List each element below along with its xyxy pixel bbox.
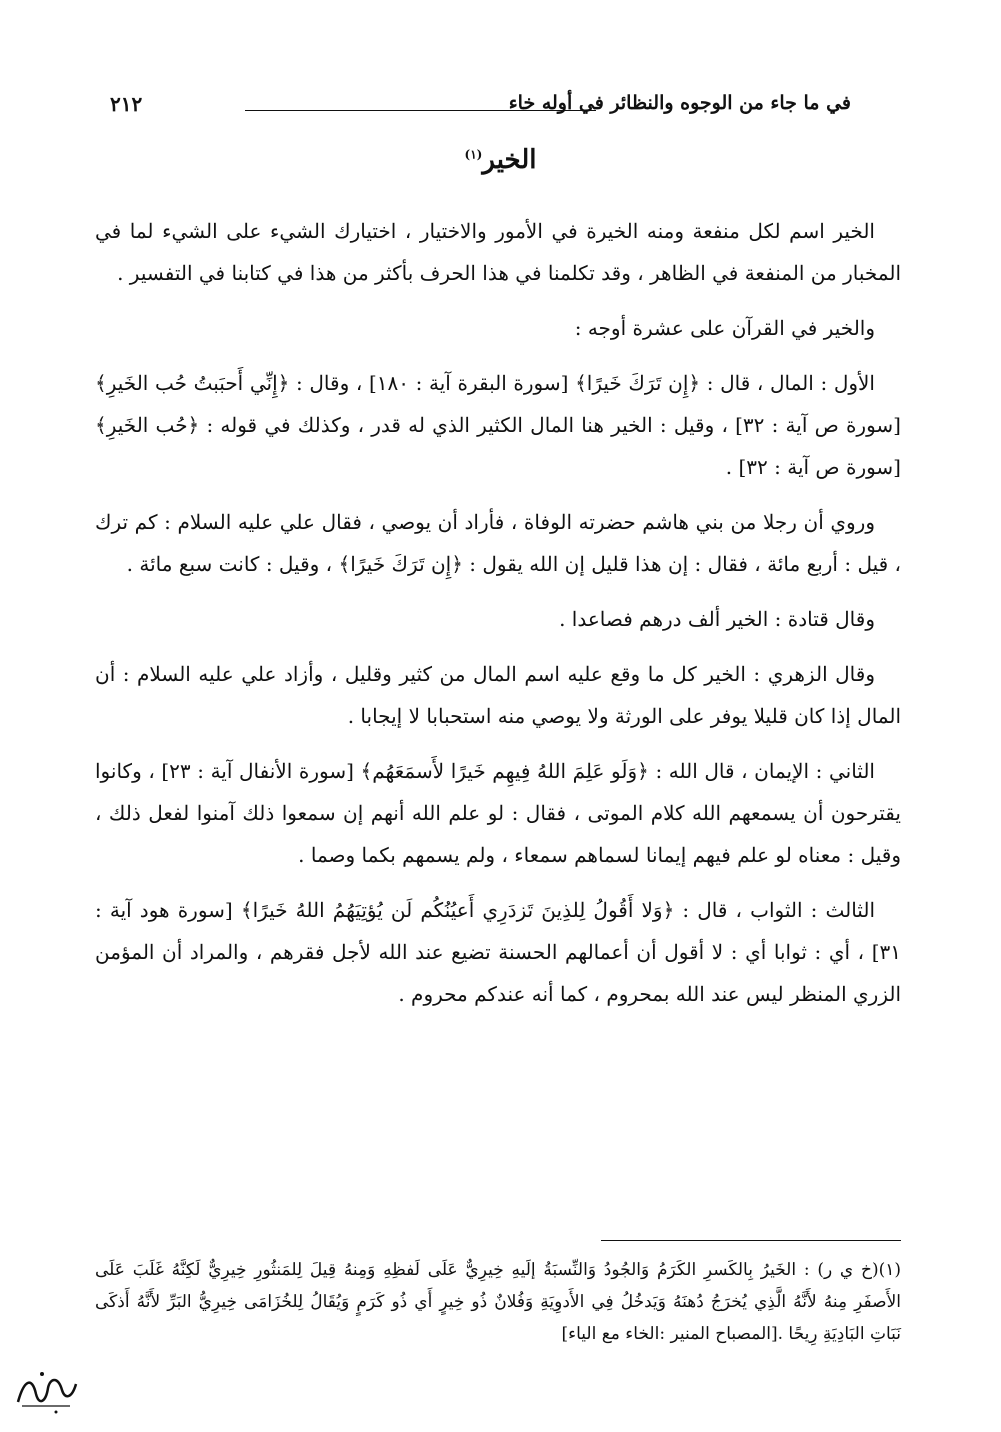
paragraph: الأول : المال ، قال : ﴿إِن تَرَكَ خَيرًا﴾ [سورة البقرة آية : ١٨٠] ، وقال : ﴿إِنِّي أَحبَبتُ حُب الخَيرِ﴾ [سورة ص آية : ٣٢] ، وقيل : الخير هنا المال الكثير الذي له قدر ، وكذلك في قوله : ﴿حُب الخَيرِ﴾ [سورة ص آية : ٣٢] . [95,371,901,479]
paragraph: والخير في القرآن على عشرة أوجه : [574,316,875,340]
paragraph: وقال قتادة : الخير ألف درهم فصاعدا . [559,607,875,631]
publisher-logo-icon [12,1362,80,1418]
paragraph: وروي أن رجلا من بني هاشم حضرته الوفاة ، فأراد أن يوصي ، فقال علي عليه السلام : كم ترك ، قيل : أربع مائة ، فقال : إن هذا قليل إن الله يقول : ﴿إِن تَرَكَ خَيرًا﴾ ، وقيل : كانت سبع مائة . [95,510,901,576]
page-number: ٢١٢ [110,92,143,116]
title-footnote-ref: (١) [464,147,483,162]
paragraph: الثاني : الإيمان ، قال الله : ﴿وَلَو عَلِمَ اللهُ فِيهِم خَيرًا لأَسمَعَهُم﴾ [سورة الأنفال آية : ٢٣] ، وكانوا يقترحون أن يسمعهم الله كلام الموتى ، فقال : لو علم الله أنهم إن سمعوا ذلك آمنوا لفعل ذلك ، وقيل : معناه لو علم فيهم إيمانا لسماهم سمعاء ، ولم يسمهم بكما وصما . [95,759,901,867]
footnote: (١)(خ ي ر) : الخَيرُ بِالكَسرِ الكَرَمُ وَالجُودُ وَالنِّسبَةُ إلَيهِ خِيرِيٌّ عَلَى لَفظِهِ وَمِنهُ قِيلَ لِلمَنثُورِ خِيرِيٌّ لَكِنَّهُ غَلَبَ عَلَى الأَصفَرِ مِنهُ لأَنَّهُ الَّذِي يُخرَجُ دُهنَهُ وَيَدخُلُ فِي الأَدوِيَةِ وَفُلانٌ ذُو خِيرٍ أَي ذُو كَرَمٍ وَيُقَالُ لِلخُزَامَى خِيرِيُّ البَرِّ لأَنَّهُ أَذكَى نَبَاتِ البَادِيَةِ رِيحًا .[المصباح المنير :الخاء مع الياء] [95,1260,901,1344]
page-header [110,92,901,122]
footnotes [95,1240,901,1350]
paragraph: الثالث : الثواب ، قال : ﴿وَلا أَقُولُ لِلذِينَ تَزدَرِي أَعيُنُكُم لَن يُؤتِيَهُمُ اللهُ خَيرًا﴾ [سورة هود آية : ٣١] ، أي : ثوابا أي : لا أقول أن أعمالهم الحسنة تضيع عند الله لأجل فقرهم ، والمراد أن المؤمن الزري المنظر ليس عند الله بمحروم ، كما أنه عندكم محروم . [95,898,901,1006]
header-rule [245,110,596,111]
paragraph: الخير اسم لكل منفعة ومنه الخيرة في الأمور والاختيار ، اختيارك الشيء على الشيء لما في المخبار من المنفعة في الظاهر ، وقد تكلمنا في هذا الحرف بأكثر من هذا في كتابنا في التفسير . [95,219,901,285]
footnote-rule [601,1240,901,1241]
section-title-text: الخير [482,145,537,175]
section-title [0,145,1001,175]
running-title: في ما جاء من الوجوه والنظائر في أوله خاء [508,92,851,114]
body-text [95,210,901,1028]
paragraph: وقال الزهري : الخير كل ما وقع عليه اسم المال من كثير وقليل ، وأزاد علي عليه السلام : أن المال إذا كان قليلا يوفر على الورثة ولا يوصي منه استحبابا لا إيجابا . [95,662,901,728]
